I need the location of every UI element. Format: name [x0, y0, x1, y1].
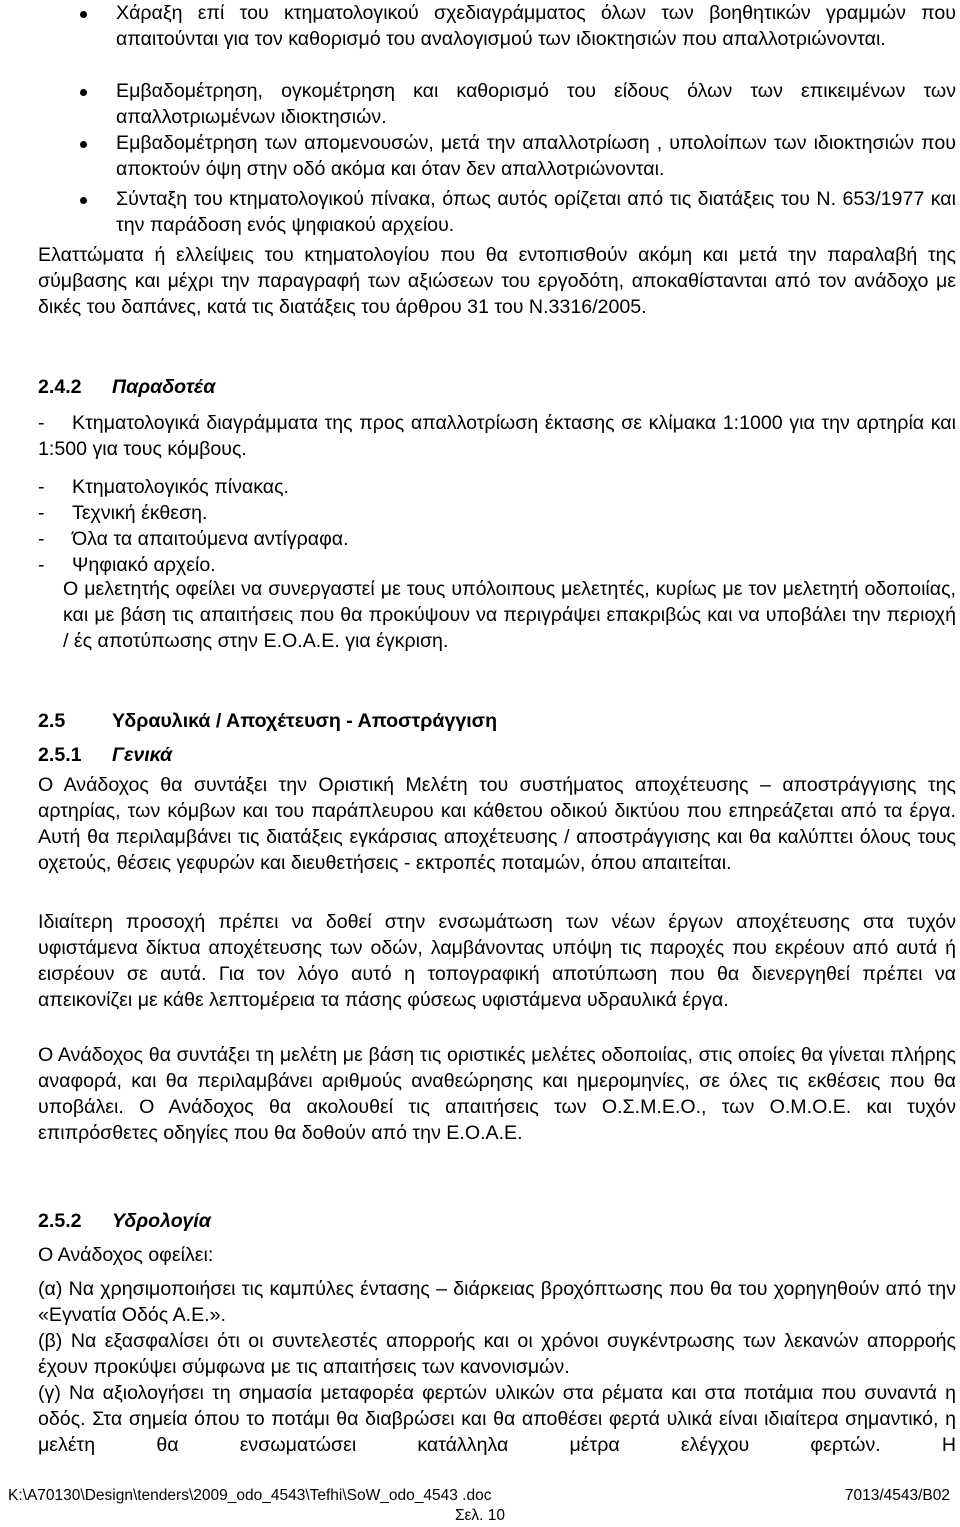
bullet-icon	[80, 11, 87, 18]
paragraph-252-intro: Ο Ανάδοχος οφείλει:	[38, 1244, 214, 1266]
list-item: - Ψηφιακό αρχείο.	[38, 554, 216, 576]
bullet-item: Χάραξη επί του κτηματολογικού σχεδιαγράμματος όλων των βοηθητικών γραμμών που απαιτούνται για τον καθορισμό του αναλογισμού των ιδιοκτησιών που απαλλοτριώνονται.	[116, 2, 956, 50]
list-item: (β) Να εξασφαλίσει ότι οι συντελεστές απορροής και οι χρόνοι συγκέντρωσης των λεκανών απορροής έχουν προκύψει σύμφωνα με τις απαιτήσεις των κανονισμών.	[38, 1330, 956, 1378]
section-title: Γενικά	[112, 744, 173, 766]
bullet-icon	[80, 197, 87, 204]
footer-page-number: Σελ. 10	[454, 1507, 506, 1524]
footer-file-path: K:\A70130\Design\tenders\2009_odo_4543\Tefhi\SoW_odo_4543 .doc	[8, 1487, 492, 1504]
paragraph-researcher: Ο μελετητής οφείλει να συνεργαστεί με τους υπόλοιπους μελετητές, κυρίως με τον μελετητή οδοποιίας, και με βάση τις απαιτήσεις που θα προκύψουν να περιγράψει επακριβώς και να υποβάλει την περιοχή / ές αποτύπωσης στην Ε.Ο.Α.Ε. για έγκριση.	[63, 578, 956, 652]
list-item: - Κτηματολογικά διαγράμματα της προς απαλλοτρίωση έκτασης σε κλίμακα 1:1000 για την αρτηρία και 1:500 για τους κόμβους.	[38, 412, 956, 460]
list-item: - Όλα τα απαιτούμενα αντίγραφα.	[38, 528, 349, 550]
section-title: Υδραυλικά / Αποχέτευση - Αποστράγγιση	[112, 710, 498, 732]
section-number: 2.5.2	[38, 1210, 82, 1232]
bullet-item: Σύνταξη του κτηματολογικού πίνακα, όπως αυτός ορίζεται από τις διατάξεις του Ν. 653/1977 και την παράδοση ενός ψηφιακού αρχείου.	[116, 188, 956, 236]
list-item: (γ) Να αξιολογήσει τη σημασία μεταφορέα φερτών υλικών στα ρέματα και στα ποτάμια που συναντά η οδός. Στα σημεία όπου το ποτάμι θα διαβρώσει και θα αποθέσει φερτά υλικά είναι ιδιαίτερα σημαντικό, η μελέτη θα ενσωματώσει κατάλληλα μέτρα ελέγχου φερτών. Η	[38, 1382, 956, 1456]
paragraph-251-b: Ιδιαίτερη προσοχή πρέπει να δοθεί στην ενσωμάτωση των νέων έργων αποχέτευσης στα τυχόν υφιστάμενα δίκτυα αποχέτευσης των οδών, λαμβάνοντας υπόψη τις παροχές που εκρέουν από αυτά ή εισρέουν σε αυτά. Για τον λόγο αυτό η τοπογραφική αποτύπωση που θα διενεργηθεί πρέπει να απεικονίζει με κάθε λεπτομέρεια τα πάσης φύσεως υφιστάμενα υδραυλικά έργα.	[38, 911, 956, 1011]
section-heading-2-5-1	[38, 742, 172, 768]
list-item: (α) Να χρησιμοποιήσει τις καμπύλες έντασης – διάρκειας βροχόπτωσης που θα του χορηγηθούν από την «Εγνατία Οδός Α.Ε.».	[38, 1278, 956, 1326]
list-item: - Κτηματολογικός πίνακας.	[38, 476, 289, 498]
paragraph-defects: Ελαττώματα ή ελλείψεις του κτηματολογίου που θα εντοπισθούν ακόμη και μετά την παραλαβή της σύμβασης και μέχρι την παραγραφή των αξιώσεων του εργοδότη, αποκαθίστανται από τον ανάδοχο με δικές του δαπάνες, κατά τις διατάξεις του άρθρου 31 του Ν.3316/2005.	[38, 244, 956, 318]
paragraph-251-c: Ο Ανάδοχος θα συντάξει τη μελέτη με βάση τις οριστικές μελέτες οδοποιίας, στις οποίες θα γίνεται πλήρης αναφορά, και θα περιλαμβάνει αριθμούς αναθεώρησης και ημερομηνίες, σε όλες τις εκθέσεις που θα υποβάλει. Ο Ανάδοχος θα ακολουθεί τις απαιτήσεις των Ο.Σ.Μ.Ε.Ο., των Ο.Μ.Ο.Ε. και τυχόν επιπρόσθετες οδηγίες που θα δοθούν από την Ε.Ο.Α.Ε.	[38, 1044, 956, 1144]
bullet-item: Εμβαδομέτρηση των απομενουσών, μετά την απαλλοτρίωση , υπολοίπων των ιδιοκτησιών που αποκτούν όψη στην οδό ακόμα και όταν δεν απαλλοτριώνονται.	[116, 132, 956, 180]
section-number: 2.5	[38, 710, 66, 732]
section-number: 2.4.2	[38, 376, 82, 398]
footer-doc-code: 7013/4543/B02	[844, 1487, 950, 1504]
deliverables-list	[38, 410, 956, 578]
section-title: Παραδοτέα	[112, 376, 216, 398]
section-title: Υδρολογία	[112, 1210, 211, 1232]
paragraph-251-a: Ο Ανάδοχος θα συντάξει την Οριστική Μελέτη του συστήματος αποχέτευσης – αποστράγγισης της αρτηρίας, των κόμβων και του παράπλευρου και κάθετου οδικού δικτύου που επηρεάζεται από τα έργα. Αυτή θα περιλαμβάνει τις διατάξεις εγκάρσιας αποχέτευσης / αποστράγγισης και θα καλύπτει όλους τους οχετούς, θέσεις γεφυρών και διευθετήσεις - εκτροπές ποταμών, όπου απαιτείται.	[38, 774, 956, 874]
list-item: - Τεχνική έκθεση.	[38, 502, 208, 524]
section-heading-2-4-2	[38, 374, 215, 400]
bullet-icon	[80, 89, 87, 96]
section-number: 2.5.1	[38, 744, 82, 766]
bullet-item: Εμβαδομέτρηση, ογκομέτρηση και καθορισμό του είδους όλων των επικειμένων των απαλλοτριωμένων ιδιοκτησιών.	[116, 80, 956, 128]
bullet-icon	[80, 141, 87, 148]
section-heading-2-5	[38, 708, 497, 734]
section-heading-2-5-2	[38, 1208, 211, 1234]
